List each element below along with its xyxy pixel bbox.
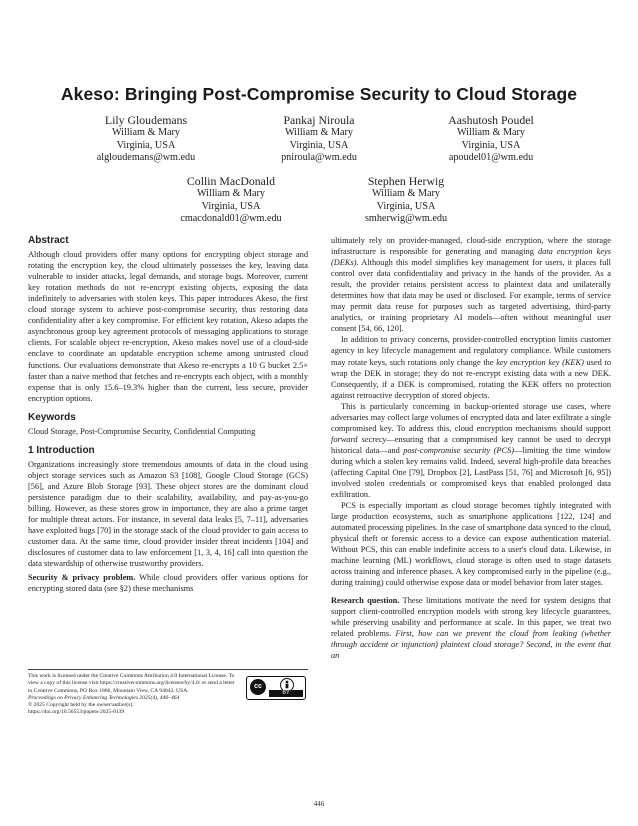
author-name: Pankaj Niroula: [283, 113, 355, 127]
author-email[interactable]: pniroula@wm.edu: [281, 152, 357, 164]
text-run: This is particularly concerning in backup-oriented storage use cases, where adversaries may collect large volumes of encrypted data and later exfiltrate a single compromised key. To address this, cloud encryption mechanisms should support: [331, 401, 611, 433]
author-block: [306, 174, 506, 226]
author-location: Virginia, USA: [461, 139, 521, 151]
creative-commons-icon: cc: [250, 679, 266, 695]
author-email[interactable]: algloudemans@wm.edu: [96, 152, 196, 164]
emphasis-text: First, how can we prevent the cloud from leaking (whether through accident or injunction) plaintext cloud storage? Second, in the event that an: [331, 628, 612, 660]
abstract-text: Although cloud providers offer many options for encrypting object storage and rotating the encryption key, the cloud ultimately possesses the key, leaving data vulnerable to insider attacks, legal demands, and storage bugs. Moreover, current key rotation methods do not re-encrypt existing objects, exposing the data indefinitely to adversaries with stolen keys. This paper introduces Akeso, the first cloud storage system to achieve post-compromise security, thus restoring data confidentiality after a key compromise. For efficient key rotation, Akeso adapts the asynchronous group key agreement protocols of messaging applications to storage clients. For scalable object re-encryption, Akeso makes novel use of a cloud-side enclave to coordinate an updatable encryption scheme among untrusted cloud functions. Our evaluations demonstrate that Akeso re-encrypts a 10 G bucket 2.5× faster than a naive method that fetches and re-encrypts each object, with a monthly expense that is only 15.6–19.3% higher than the current, less secure, provider encryption options.: [28, 250, 308, 403]
introduction-paragraph: [28, 572, 308, 594]
text-run: In addition to privacy concerns, provider-controlled encryption limits customer agency in key lifecycle management and regulatory compliance. While customers may rotate keys, such rotations only change the: [331, 335, 611, 367]
author-name: Lily Gloudemans: [104, 113, 188, 127]
paragraph-text: While cloud providers offer various options for encrypting stored data (see §2) these mechanisms: [28, 573, 309, 594]
author-block: [131, 174, 331, 226]
emphasis-text: forward secrecy: [331, 434, 387, 444]
author-affiliation: William & Mary: [456, 127, 526, 138]
paragraph-lead: Research question.: [331, 595, 400, 605]
abstract-heading: Abstract: [28, 235, 69, 246]
body-paragraph: PCS is especially important as cloud storage becomes tightly integrated with large production ecosystems, such as smartphone applications [122, 124] and automated processing pipelines. In the case of smartphone data synced to the cloud, physical theft or forensic access to a device can expose authentication material. Without PCS, this can enable indefinite access to a user's cloud data. Likewise, in machine learning (ML) workflows, cloud storage is often used to stage datasets across training and inference phases. A key compromised early in the pipeline (e.g., during training) could otherwise expose data or model behavior from later stages.: [331, 501, 611, 588]
text-run: used to wrap the DEK in storage; they do not re-encrypt existing data with a new DEK. Consequently, if a DEK is compromised, rotating the KEK offers no protection against retroactive decryption of stored objects.: [331, 357, 612, 400]
body-paragraph: [331, 334, 611, 400]
text-run: ultimately rely on provider-managed, cloud-side encryption, where the storage infrastructure is responsible for generating and managing: [331, 236, 611, 257]
right-column: [331, 235, 611, 661]
emphasis-text: data encryption keys (DEKs).: [331, 247, 611, 268]
body-paragraph: [331, 595, 611, 661]
cc-by-license-badge[interactable]: [246, 676, 306, 700]
author-name: Stephen Herwig: [367, 174, 445, 188]
author-name: Aashutosh Poudel: [448, 113, 534, 127]
author-email[interactable]: cmacdonald01@wm.edu: [180, 213, 282, 225]
body-paragraph: [331, 235, 611, 334]
text-run: —limiting the time window during which a stolen key remains valid. Indeed, several high-profile data breaches (affecting Capital One [79], Dropbox [2], LastPass [51, 76] and Microsoft [6, 95]) involved stolen credentials or compromised keys that enabled prolonged data exfiltration.: [331, 445, 611, 500]
left-column: [28, 235, 308, 594]
introduction-paragraph: Organizations increasingly store tremendous amounts of data in the cloud using object storage services such as Amazon S3 [108], Google Cloud Storage (GCS) [56], and Azure Blob Storage [93]. These object stores are the dominant cloud persistence paradigm due to their scalability, availability, and pay-as-you-go billing. However, as these stores grow in importance, they are also a prime target for multiple threat actors. For instance, in several data leaks [5, 7–11], adversaries have exploited bugs [70] in the storage stack of the cloud provider to gain access to customer data. At the same time, cloud provider insider threat incidents [104] and disclosures of customer data to law enforcement [1, 3, 4, 16] call into question the data stewardship of otherwise trustworthy providers.: [28, 459, 308, 569]
author-location: Virginia, USA: [116, 139, 176, 151]
copyright-line: © 2025 Copyright held by the owner/author(s).: [28, 702, 134, 709]
author-affiliation: William & Mary: [111, 127, 181, 138]
text-run: —ensuring that a compromised key cannot be used to decrypt historical data—and: [331, 434, 611, 455]
doi-link[interactable]: https://doi.org/10.56553/popets-2025-0139: [28, 709, 125, 716]
proceedings-line: Proceedings on Privacy Enhancing Technologies 2025(4), 446–464: [28, 694, 180, 701]
body-paragraph: [331, 401, 611, 500]
author-location: Virginia, USA: [201, 200, 261, 212]
text-run: These limitations motivate the need for system designs that support client-controlled encryption models with strong key lifecycle guarantees, while preserving usability and performance at scale. In this paper, we treat two related problems.: [331, 595, 611, 638]
introduction-heading: 1 Introduction: [28, 444, 95, 456]
by-label: BY: [269, 690, 303, 697]
paper-title: Akeso: Bringing Post-Compromise Security to Cloud Storage: [60, 84, 578, 104]
author-block: [219, 113, 419, 165]
author-location: Virginia, USA: [376, 200, 436, 212]
emphasis-text: key encryption key (KEK): [496, 357, 584, 367]
emphasis-text: post-compromise security (PCS): [403, 445, 515, 455]
author-email[interactable]: smherwig@wm.edu: [364, 213, 448, 225]
author-name: Collin MacDonald: [186, 174, 276, 188]
author-location: Virginia, USA: [289, 139, 349, 151]
author-affiliation: William & Mary: [371, 188, 441, 199]
license-footnote: [28, 669, 308, 717]
license-text: This work is licensed under the Creative Commons Attribution 4.0 International License. To view a copy of this license visit https://creativecommons.org/licenses/by/4.0/ or send a letter to Creative Commons, PO Box 1866, Mountain View, CA 94042, USA.: [28, 673, 235, 694]
page-number: 446: [313, 800, 325, 808]
author-affiliation: William & Mary: [284, 127, 354, 138]
author-block: [46, 113, 246, 165]
author-block: [391, 113, 591, 165]
text-run: Although this model simplifies key management for users, it places full control over data confidentiality and privacy in the hands of the provider. As a result, the provider retains persistent access to plaintext data and unilaterally determines how that data may be used or disclosed. For example, terms of service may permit data reuse for purposes such as targeted advertising, third-party analytics, or training proprietary AI models—often without meaningful user consent [54, 66, 120].: [331, 258, 611, 334]
author-affiliation: William & Mary: [196, 188, 266, 199]
paragraph-lead: Security & privacy problem.: [28, 573, 136, 583]
keywords-heading: Keywords: [28, 411, 76, 423]
author-email[interactable]: apoudel01@wm.edu: [448, 152, 534, 164]
keywords-text: Cloud Storage, Post-Compromise Security, Confidential Computing: [28, 426, 256, 436]
